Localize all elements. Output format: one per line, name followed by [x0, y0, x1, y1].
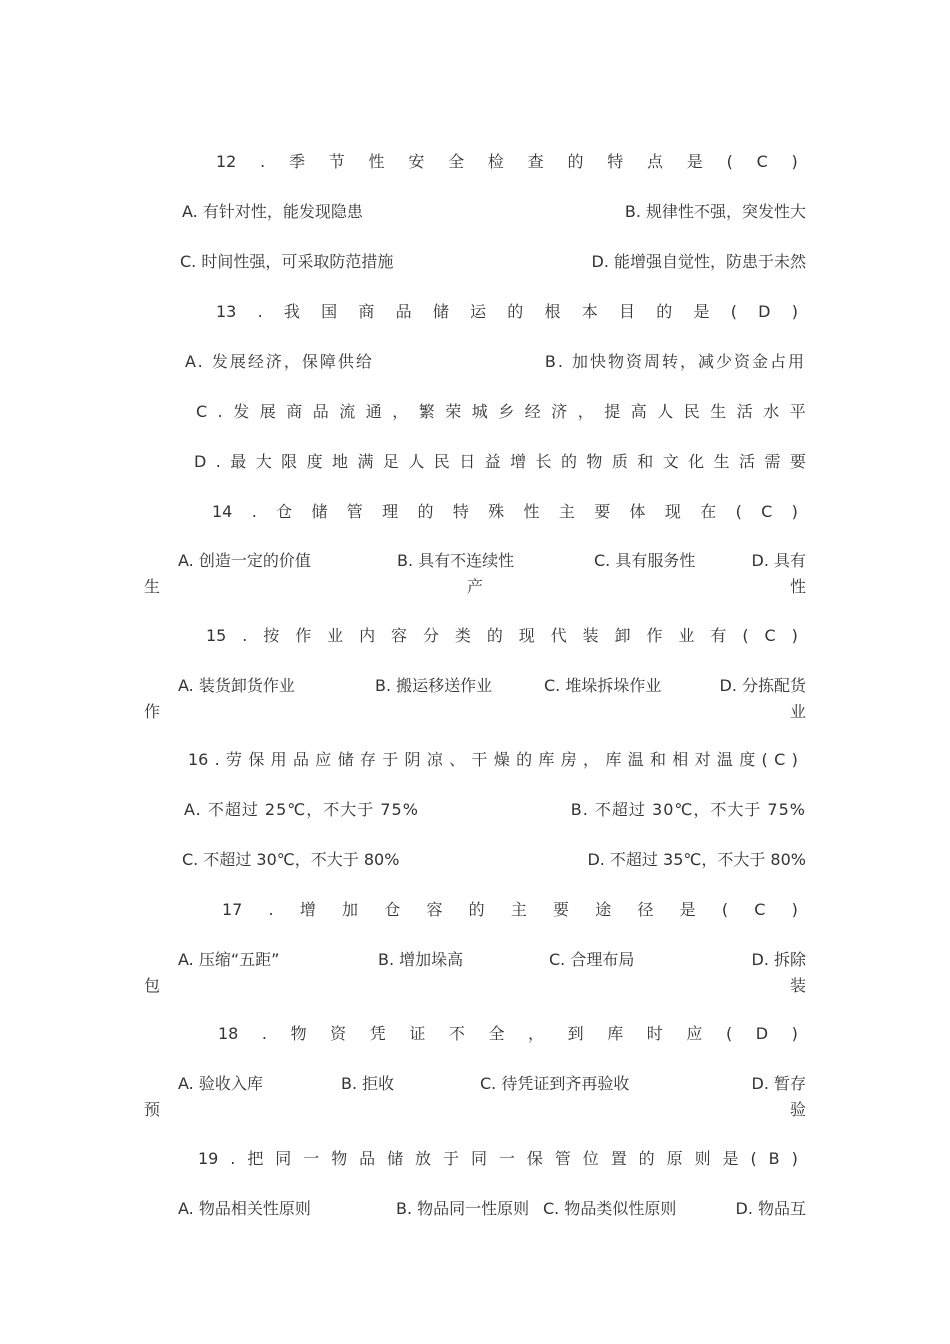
- text-glyph: 发: [233, 402, 250, 421]
- q15-option-d-cont: 业: [789, 702, 806, 721]
- text-glyph: 要: [789, 452, 806, 471]
- q13-option-c: [196, 400, 806, 424]
- text-glyph: D: [758, 302, 771, 321]
- q14-option-d-cont: 性: [789, 577, 806, 596]
- text-glyph: 应: [315, 750, 332, 769]
- text-glyph: 最: [230, 452, 247, 471]
- text-glyph: .: [217, 402, 223, 421]
- text-glyph: 的: [567, 152, 584, 171]
- text-glyph: 质: [611, 452, 628, 471]
- text-glyph: 劳: [226, 750, 243, 769]
- q17-option-d-cont: 装: [789, 976, 806, 995]
- text-glyph: 置: [610, 1149, 627, 1168]
- text-glyph: 保: [248, 750, 265, 769]
- text-glyph: C: [754, 900, 766, 919]
- text-glyph: 是: [693, 302, 710, 321]
- q19-option-d: D. 物品互: [735, 1199, 806, 1218]
- text-glyph: 殊: [488, 502, 505, 521]
- text-glyph: 全: [488, 1024, 505, 1043]
- text-glyph: 在: [700, 502, 717, 521]
- text-glyph: 证: [409, 1024, 426, 1043]
- text-glyph: 阴: [404, 750, 421, 769]
- q18-option-a-cont: 预: [144, 1100, 161, 1119]
- text-glyph: 和: [637, 452, 654, 471]
- text-glyph: .: [230, 1149, 236, 1168]
- text-glyph: 主: [510, 900, 527, 919]
- text-glyph: 需: [764, 452, 781, 471]
- text-glyph: (: [761, 750, 768, 769]
- text-glyph: 要: [553, 900, 570, 919]
- text-glyph: 则: [694, 1149, 711, 1168]
- q14-option-a-cont: 生: [144, 577, 161, 596]
- q15-option-a: A. 装货卸货作业: [178, 676, 295, 695]
- text-glyph: 度: [739, 750, 756, 769]
- text-glyph: 同: [275, 1149, 292, 1168]
- text-glyph: 现: [518, 626, 535, 645]
- q18-option-a: A. 验收入库: [178, 1074, 263, 1093]
- text-glyph: 繁: [418, 402, 435, 421]
- q14-option-c: C. 具有服务性: [594, 551, 696, 570]
- text-glyph: 分: [422, 626, 439, 645]
- text-glyph: 把: [247, 1149, 264, 1168]
- q17-option-d: D. 拆除: [751, 950, 806, 969]
- q13-option-d: [194, 450, 806, 474]
- text-glyph: 的: [468, 900, 485, 919]
- text-glyph: .: [261, 1024, 268, 1043]
- text-glyph: 展: [259, 402, 276, 421]
- text-glyph: 检: [487, 152, 504, 171]
- text-glyph: B: [768, 1149, 780, 1168]
- text-glyph: C: [756, 152, 768, 171]
- text-glyph: 管: [554, 1149, 571, 1168]
- text-glyph: 通: [365, 402, 382, 421]
- text-glyph: 足: [382, 452, 399, 471]
- text-glyph: 主: [558, 502, 575, 521]
- text-glyph: (: [730, 302, 737, 321]
- q19-option-a: A. 物品相关性原则: [178, 1199, 311, 1218]
- q14-option-a: A. 创造一定的价值: [178, 551, 311, 570]
- question-17: [222, 898, 798, 922]
- text-glyph: 平: [789, 402, 806, 421]
- text-glyph: 的: [516, 750, 533, 769]
- text-glyph: 现: [664, 502, 681, 521]
- text-glyph: 度: [306, 452, 323, 471]
- text-glyph: .: [215, 452, 221, 471]
- question-13: [216, 300, 798, 324]
- text-glyph: 径: [637, 900, 654, 919]
- text-glyph: 的: [560, 452, 577, 471]
- text-glyph: C: [764, 626, 776, 645]
- text-glyph: 地: [332, 452, 349, 471]
- text-glyph: 限: [281, 452, 298, 471]
- text-glyph: 流: [339, 402, 356, 421]
- text-glyph: 14: [212, 502, 233, 521]
- text-glyph: 存: [359, 750, 376, 769]
- question-18: [218, 1022, 798, 1046]
- text-glyph: 品: [292, 750, 309, 769]
- text-glyph: 代: [550, 626, 567, 645]
- q17-option-a: A. 压缩“五距”: [178, 950, 280, 969]
- text-glyph: 目: [619, 302, 636, 321]
- text-glyph: 业: [678, 626, 695, 645]
- question-12: [216, 150, 798, 174]
- text-glyph: 于: [382, 750, 399, 769]
- text-glyph: 一: [303, 1149, 320, 1168]
- text-glyph: ，: [392, 402, 409, 421]
- text-glyph: 运: [470, 302, 487, 321]
- q16-option-a: A. 不超过 25℃，不大于 75%: [184, 800, 419, 819]
- text-glyph: 12: [216, 152, 237, 171]
- text-glyph: (: [725, 1024, 733, 1043]
- text-glyph: 要: [594, 502, 611, 521]
- text-glyph: D: [755, 1024, 769, 1043]
- text-glyph: 济: [551, 402, 568, 421]
- text-glyph: 品: [312, 402, 329, 421]
- text-glyph: 不: [448, 1024, 465, 1043]
- text-glyph: 和: [649, 750, 666, 769]
- text-glyph: 到: [567, 1024, 584, 1043]
- q17-option-c: C. 合理布局: [549, 950, 635, 969]
- text-glyph: 特: [452, 502, 469, 521]
- text-glyph: ): [791, 750, 798, 769]
- text-glyph: 满: [357, 452, 374, 471]
- text-glyph: ): [791, 502, 798, 521]
- text-glyph: 是: [679, 900, 696, 919]
- text-glyph: 储: [311, 502, 328, 521]
- text-glyph: 仓: [276, 502, 293, 521]
- q18-option-c: C. 待凭证到齐再验收: [480, 1074, 630, 1093]
- text-glyph: 的: [638, 1149, 655, 1168]
- text-glyph: 特: [607, 152, 624, 171]
- text-glyph: ，: [577, 402, 594, 421]
- text-glyph: .: [257, 302, 263, 321]
- text-glyph: (: [735, 502, 742, 521]
- text-glyph: 性: [368, 152, 385, 171]
- text-glyph: 储: [337, 750, 354, 769]
- q12-option-b: B. 规律性不强，突发性大: [624, 202, 806, 221]
- text-glyph: 是: [686, 152, 703, 171]
- text-glyph: 节: [328, 152, 345, 171]
- text-glyph: 季: [288, 152, 305, 171]
- text-glyph: ): [791, 1149, 798, 1168]
- text-glyph: 物: [290, 1024, 307, 1043]
- text-glyph: 燥: [493, 750, 510, 769]
- q15-option-d: D. 分拣配货: [719, 676, 806, 695]
- text-glyph: 有: [710, 626, 727, 645]
- q12-option-a: A. 有针对性，能发现隐患: [182, 202, 363, 221]
- text-glyph: 安: [408, 152, 425, 171]
- q17-option-a-cont: 包: [144, 976, 161, 995]
- text-glyph: 物: [331, 1149, 348, 1168]
- text-glyph: ): [791, 1024, 798, 1043]
- text-glyph: 生: [710, 402, 727, 421]
- text-glyph: 17: [222, 900, 243, 919]
- text-glyph: 温: [716, 750, 733, 769]
- q16-option-c: C. 不超过 30℃，不大于 80%: [182, 850, 400, 869]
- text-glyph: 文: [662, 452, 679, 471]
- text-glyph: 水: [763, 402, 780, 421]
- text-glyph: 业: [327, 626, 344, 645]
- text-glyph: .: [251, 502, 257, 521]
- text-glyph: 仓: [384, 900, 401, 919]
- text-glyph: 活: [739, 452, 756, 471]
- text-glyph: 16: [188, 750, 209, 769]
- text-glyph: 内: [359, 626, 376, 645]
- q19-option-c: C. 物品类似性原则: [543, 1199, 677, 1218]
- q16-option-d: D. 不超过 35℃，不大于 80%: [587, 850, 806, 869]
- q16-option-b: B. 不超过 30℃，不大于 75%: [570, 800, 806, 819]
- text-glyph: 城: [471, 402, 488, 421]
- q14-option-b: B. 具有不连续性: [397, 551, 515, 570]
- text-glyph: 民: [433, 452, 450, 471]
- text-glyph: 商: [286, 402, 303, 421]
- text-glyph: 容: [426, 900, 443, 919]
- text-glyph: 化: [688, 452, 705, 471]
- text-glyph: 荣: [445, 402, 462, 421]
- text-glyph: 提: [604, 402, 621, 421]
- text-glyph: 15: [206, 626, 227, 645]
- text-glyph: C: [774, 750, 786, 769]
- text-glyph: 装: [582, 626, 599, 645]
- text-glyph: 对: [694, 750, 711, 769]
- text-glyph: 库: [538, 750, 555, 769]
- text-glyph: 的: [656, 302, 673, 321]
- text-glyph: ，: [528, 1024, 545, 1043]
- text-glyph: 增: [299, 900, 316, 919]
- text-glyph: 长: [535, 452, 552, 471]
- text-glyph: 人: [408, 452, 425, 471]
- text-glyph: 储: [432, 302, 449, 321]
- q12-option-d: D. 能增强自觉性，防患于未然: [591, 252, 806, 271]
- q14-option-d: D. 具有: [751, 551, 806, 570]
- text-glyph: 的: [486, 626, 503, 645]
- text-glyph: 按: [263, 626, 280, 645]
- text-glyph: 位: [582, 1149, 599, 1168]
- text-glyph: ): [791, 626, 798, 645]
- text-glyph: 全: [448, 152, 465, 171]
- text-glyph: 国: [321, 302, 338, 321]
- text-glyph: 作: [646, 626, 663, 645]
- q18-option-d-cont: 验: [789, 1100, 806, 1119]
- text-glyph: 13: [216, 302, 237, 321]
- text-glyph: 18: [218, 1024, 239, 1043]
- text-glyph: (: [726, 152, 733, 171]
- text-glyph: 是: [722, 1149, 739, 1168]
- text-glyph: 日: [459, 452, 476, 471]
- text-glyph: 凭: [369, 1024, 386, 1043]
- q18-option-b: B. 拒收: [341, 1074, 395, 1093]
- text-glyph: 民: [683, 402, 700, 421]
- text-glyph: C: [761, 502, 773, 521]
- text-glyph: 商: [358, 302, 375, 321]
- text-glyph: 增: [510, 452, 527, 471]
- text-glyph: (: [721, 900, 729, 919]
- text-glyph: 理: [382, 502, 399, 521]
- text-glyph: .: [242, 626, 248, 645]
- text-glyph: 品: [395, 302, 412, 321]
- text-glyph: 19: [198, 1149, 219, 1168]
- text-glyph: 类: [454, 626, 471, 645]
- text-glyph: 体: [629, 502, 646, 521]
- text-glyph: 容: [391, 626, 408, 645]
- text-glyph: 途: [595, 900, 612, 919]
- q13-option-b: B. 加快物资周转，减少资金占用: [544, 352, 806, 371]
- text-glyph: 资: [330, 1024, 347, 1043]
- text-glyph: 人: [657, 402, 674, 421]
- text-glyph: ): [791, 900, 798, 919]
- text-glyph: 库: [605, 750, 622, 769]
- q17-option-b: B. 增加垛高: [378, 950, 464, 969]
- text-glyph: .: [214, 750, 220, 769]
- text-glyph: 温: [627, 750, 644, 769]
- text-glyph: 性: [523, 502, 540, 521]
- text-glyph: D: [194, 452, 207, 471]
- q15-option-c: C. 堆垛拆垛作业: [544, 676, 662, 695]
- text-glyph: (: [742, 626, 749, 645]
- text-glyph: (: [750, 1149, 757, 1168]
- text-glyph: 的: [507, 302, 524, 321]
- text-glyph: 库: [607, 1024, 624, 1043]
- text-glyph: 保: [526, 1149, 543, 1168]
- q18-option-d: D. 暂存: [751, 1074, 806, 1093]
- text-glyph: 凉: [426, 750, 443, 769]
- text-glyph: 的: [417, 502, 434, 521]
- text-glyph: 我: [283, 302, 300, 321]
- text-glyph: 品: [359, 1149, 376, 1168]
- q19-option-b: B. 物品同一性原则: [396, 1199, 530, 1218]
- text-glyph: 本: [581, 302, 598, 321]
- q12-option-c: C. 时间性强，可采取防范措施: [180, 252, 394, 271]
- question-15: [206, 624, 798, 648]
- text-glyph: C: [196, 402, 208, 421]
- text-glyph: 时: [646, 1024, 663, 1043]
- text-glyph: 活: [736, 402, 753, 421]
- q15-option-a-cont: 作: [144, 702, 161, 721]
- q14-option-b-cont: 产: [467, 577, 484, 596]
- text-glyph: 高: [630, 402, 647, 421]
- text-glyph: 卸: [614, 626, 631, 645]
- question-14: [212, 500, 798, 524]
- text-glyph: .: [260, 152, 266, 171]
- question-16: [188, 748, 798, 772]
- text-glyph: 同: [470, 1149, 487, 1168]
- text-glyph: 储: [387, 1149, 404, 1168]
- text-glyph: 物: [586, 452, 603, 471]
- text-glyph: 益: [484, 452, 501, 471]
- text-glyph: 原: [666, 1149, 683, 1168]
- text-glyph: 作: [295, 626, 312, 645]
- q13-option-a: A. 发展经济，保障供给: [185, 352, 374, 371]
- text-glyph: 点: [647, 152, 664, 171]
- text-glyph: 应: [686, 1024, 703, 1043]
- text-glyph: 生: [713, 452, 730, 471]
- text-glyph: 用: [270, 750, 287, 769]
- text-glyph: 查: [527, 152, 544, 171]
- text-glyph: 管: [346, 502, 363, 521]
- text-glyph: 房: [560, 750, 577, 769]
- text-glyph: 乡: [498, 402, 515, 421]
- text-glyph: 于: [443, 1149, 460, 1168]
- text-glyph: 经: [524, 402, 541, 421]
- text-glyph: ): [791, 302, 798, 321]
- text-glyph: 大: [255, 452, 272, 471]
- text-glyph: ): [791, 152, 798, 171]
- text-glyph: 放: [415, 1149, 432, 1168]
- text-glyph: 加: [342, 900, 359, 919]
- question-19: [198, 1147, 798, 1171]
- text-glyph: .: [268, 900, 274, 919]
- text-glyph: ，: [583, 750, 600, 769]
- text-glyph: 干: [471, 750, 488, 769]
- text-glyph: 、: [449, 750, 466, 769]
- text-glyph: 相: [672, 750, 689, 769]
- text-glyph: 根: [544, 302, 561, 321]
- text-glyph: 一: [498, 1149, 515, 1168]
- q15-option-b: B. 搬运移送作业: [375, 676, 493, 695]
